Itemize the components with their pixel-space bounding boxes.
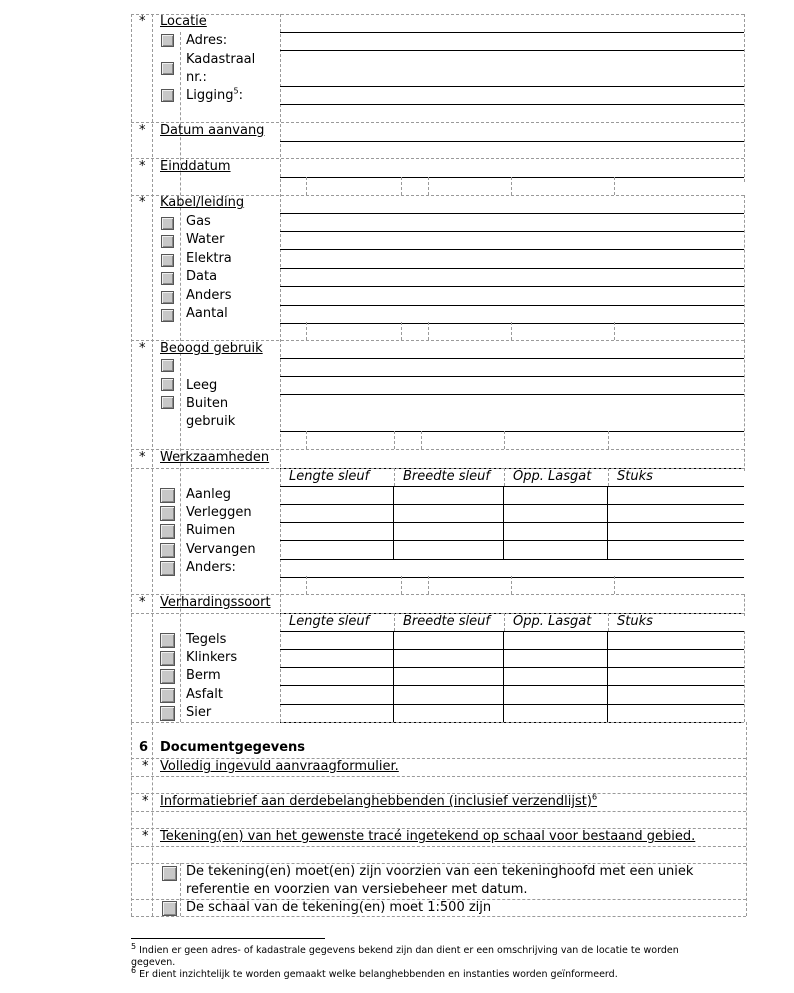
verharding-checkbox-2[interactable] bbox=[160, 669, 175, 684]
grid-col-field bbox=[280, 14, 281, 722]
verharding-checkbox-3[interactable] bbox=[160, 688, 175, 703]
doc-requirement-text-0: Volledig ingevuld aanvraagformulier. bbox=[160, 759, 399, 774]
einddatum-required-marker: * bbox=[139, 159, 146, 174]
grid-split bbox=[306, 576, 307, 594]
grid-col bbox=[608, 613, 609, 631]
datum-aanvang-field[interactable] bbox=[280, 141, 744, 142]
grid-col-checkbox bbox=[180, 863, 181, 916]
kabel-checkbox-3[interactable] bbox=[161, 272, 174, 285]
werkzaamheden-col-1: Breedte sleuf bbox=[403, 469, 490, 484]
footnote-6 bbox=[131, 965, 691, 981]
werkzaamheden-checkbox-4[interactable] bbox=[160, 561, 175, 576]
gebruik-field-2[interactable] bbox=[280, 431, 744, 432]
adres-field[interactable] bbox=[280, 50, 744, 51]
grid-line bbox=[131, 846, 746, 847]
grid-right bbox=[744, 14, 745, 182]
grid-right bbox=[744, 631, 745, 722]
verharding-cell-2-1[interactable] bbox=[394, 667, 504, 685]
kabel-field-1[interactable] bbox=[280, 249, 744, 250]
werkzaamheden-cell-2-3[interactable] bbox=[608, 522, 744, 540]
werkzaamheden-cell-1-3[interactable] bbox=[608, 504, 744, 522]
grid-split bbox=[614, 576, 615, 594]
grid-split bbox=[421, 431, 422, 449]
kabel-item-label-3: Data bbox=[186, 269, 218, 285]
doc-requirement-1 bbox=[160, 794, 597, 810]
grid-split bbox=[504, 431, 505, 449]
verharding-col-0: Lengte sleuf bbox=[289, 614, 370, 629]
footnote-text-5: Indien er geen adres- of kadastrale gegevens bekend zijn dan dient er een omschrijving van de locatie te worden gegeven. bbox=[131, 945, 679, 968]
werkzaamheden-item-label-2: Ruimen bbox=[186, 523, 236, 539]
verharding-cell-1-0[interactable] bbox=[280, 649, 394, 667]
gebruik-checkbox-2[interactable] bbox=[161, 396, 174, 409]
footnote-5 bbox=[131, 941, 691, 969]
verharding-cell-0-1[interactable] bbox=[394, 631, 504, 649]
werkzaamheden-item-label-3: Vervangen bbox=[186, 541, 256, 557]
werkzaamheden-item-label-4: Anders: bbox=[186, 559, 236, 575]
gebruik-item-label-1: Leeg bbox=[186, 378, 218, 393]
kabel-checkbox-4[interactable] bbox=[161, 291, 174, 304]
grid-split bbox=[401, 322, 402, 340]
werkzaamheden-row-line-3[interactable] bbox=[280, 559, 744, 560]
verharding-title: Verhardingssoort bbox=[160, 595, 271, 610]
verharding-item-label-0: Tegels bbox=[186, 632, 227, 647]
grid-split bbox=[394, 431, 395, 449]
kadastraal-checkbox[interactable] bbox=[161, 62, 174, 75]
kabel-item-label-2: Elektra bbox=[186, 250, 232, 266]
footnote-ref-5: 5 bbox=[233, 86, 239, 96]
verharding-checkbox-4[interactable] bbox=[160, 706, 175, 721]
grid-line bbox=[131, 776, 746, 777]
grid-right bbox=[744, 594, 745, 616]
grid-split bbox=[401, 576, 402, 594]
drawing-scale-text: De schaal van de tekening(en) moet 1:500 zijn bbox=[186, 900, 492, 915]
grid-split bbox=[401, 177, 402, 195]
verharding-cell-4-1[interactable] bbox=[394, 704, 504, 722]
verharding-checkbox-0[interactable] bbox=[160, 633, 175, 648]
kabel-field-2[interactable] bbox=[280, 268, 744, 269]
werkzaamheden-cell-1-2[interactable] bbox=[504, 504, 608, 522]
ligging-label bbox=[186, 88, 243, 104]
werkzaamheden-col-2: Opp. Lasgat bbox=[513, 469, 592, 484]
section-6-number: 6 bbox=[139, 740, 149, 755]
verharding-cell-1-3[interactable] bbox=[608, 649, 744, 667]
einddatum-title: Einddatum bbox=[160, 159, 231, 174]
werkzaamheden-title: Werkzaamheden bbox=[160, 450, 270, 465]
grid-split bbox=[608, 431, 609, 449]
werkzaamheden-checkbox-2[interactable] bbox=[160, 524, 175, 539]
kabel-item-label-4: Anders bbox=[186, 287, 232, 303]
grid-right bbox=[744, 449, 745, 471]
doc-required-marker-1: * bbox=[142, 794, 149, 809]
grid-col bbox=[394, 468, 395, 486]
footnote-num-5: 5 bbox=[131, 941, 137, 951]
werkzaamheden-cell-2-0[interactable] bbox=[280, 522, 394, 540]
gebruik-checkbox-1[interactable] bbox=[161, 378, 174, 391]
verharding-cell-0-3[interactable] bbox=[608, 631, 744, 649]
grid-line bbox=[131, 811, 746, 812]
kabel-checkbox-2[interactable] bbox=[161, 254, 174, 267]
gebruik-field-0[interactable] bbox=[280, 376, 744, 377]
grid-split bbox=[511, 322, 512, 340]
werkzaamheden-cell-3-2[interactable] bbox=[504, 541, 608, 559]
grid-split bbox=[511, 177, 512, 195]
werkzaamheden-col-3: Stuks bbox=[617, 469, 653, 484]
gebruik-field-1[interactable] bbox=[280, 394, 744, 395]
verharding-item-label-1: Klinkers bbox=[186, 650, 238, 666]
kabel-checkbox-0[interactable] bbox=[161, 217, 174, 230]
grid-split bbox=[428, 322, 429, 340]
grid-col bbox=[504, 613, 505, 631]
kabel-checkbox-1[interactable] bbox=[161, 235, 174, 248]
locatie-field-top[interactable] bbox=[280, 32, 744, 33]
werkzaamheden-checkbox-1[interactable] bbox=[160, 506, 175, 521]
grid-right bbox=[744, 340, 745, 446]
grid-col-marker bbox=[152, 14, 153, 722]
kabel-field-top[interactable] bbox=[280, 213, 744, 214]
kabel-checkbox-5[interactable] bbox=[161, 309, 174, 322]
kabel-field-3[interactable] bbox=[280, 286, 744, 287]
doc-required-marker-2: * bbox=[142, 829, 149, 844]
verharding-cell-3-0[interactable] bbox=[280, 686, 394, 704]
grid-split bbox=[306, 431, 307, 449]
verharding-cell-4-2[interactable] bbox=[504, 704, 608, 722]
gebruik-required-marker: * bbox=[139, 341, 146, 356]
werkzaamheden-col-0: Lengte sleuf bbox=[289, 469, 370, 484]
werkzaamheden-cell-0-3[interactable] bbox=[608, 486, 744, 504]
datum_aanvang-required-marker: * bbox=[139, 123, 146, 138]
werkzaamheden-cell-2-2[interactable] bbox=[504, 522, 608, 540]
drawing-header-line-1: De tekening(en) moet(en) zijn voorzien van een tekeninghoofd met een uniek bbox=[186, 864, 694, 879]
werkzaamheden-cell-0-1[interactable] bbox=[394, 486, 504, 504]
werkzaamheden-cell-3-3[interactable] bbox=[608, 541, 744, 559]
gebruik-title: Beoogd gebruik bbox=[160, 341, 263, 356]
adres-label: Adres: bbox=[186, 33, 228, 48]
verharding-col-2: Opp. Lasgat bbox=[513, 614, 592, 629]
verharding-col-1: Breedte sleuf bbox=[403, 614, 490, 629]
kabel-item-label-5: Aantal bbox=[186, 306, 228, 321]
adres-checkbox[interactable] bbox=[161, 34, 174, 47]
footnote-text-6: Er dient inzichtelijk te worden gemaakt welke belanghebbenden en instanties worden geïnformeerd. bbox=[136, 969, 618, 980]
gebruik-buiten-line-2: gebruik bbox=[186, 414, 236, 429]
werkzaamheden-item-label-1: Verleggen bbox=[186, 505, 252, 521]
verharding-cell-4-0[interactable] bbox=[280, 704, 394, 722]
ligging-checkbox[interactable] bbox=[161, 89, 174, 102]
doc-requirement-text-1: Informatiebrief aan derdebelanghebbenden (inclusief verzendlijst) bbox=[160, 794, 592, 809]
grid-line bbox=[131, 722, 744, 723]
grid-right bbox=[746, 722, 747, 916]
footnote-separator bbox=[131, 938, 325, 939]
verharding-cell-4-3[interactable] bbox=[608, 704, 744, 722]
kabel-field-5[interactable] bbox=[280, 323, 744, 324]
grid-left bbox=[131, 14, 132, 722]
kabel-item-label-1: Water bbox=[186, 232, 225, 248]
gebruik-checkbox-0[interactable] bbox=[161, 359, 174, 372]
locatie-required-marker: * bbox=[139, 14, 146, 29]
werkzaamheden-item-label-0: Aanleg bbox=[186, 487, 231, 502]
werkzaamheden-cell-3-1[interactable] bbox=[394, 541, 504, 559]
grid-split bbox=[614, 177, 615, 195]
werkzaamheden-required-marker: * bbox=[139, 450, 146, 465]
werkzaamheden-cell-0-0[interactable] bbox=[280, 486, 394, 504]
section-6-title: Documentgegevens bbox=[160, 740, 306, 755]
grid-split bbox=[306, 322, 307, 340]
grid-right bbox=[744, 195, 745, 342]
kabel-required-marker: * bbox=[139, 195, 146, 210]
verharding-cell-2-3[interactable] bbox=[608, 667, 744, 685]
einddatum-field[interactable] bbox=[280, 177, 744, 178]
footnote-num-6: 6 bbox=[131, 965, 137, 975]
grid-col bbox=[504, 468, 505, 486]
grid-left bbox=[131, 722, 132, 916]
werkzaamheden-cell-2-1[interactable] bbox=[394, 522, 504, 540]
footnote-ref-6: 6 bbox=[591, 792, 598, 802]
kabel-item-label-0: Gas bbox=[186, 214, 211, 229]
verharding-item-label-2: Berm bbox=[186, 668, 221, 684]
ligging-text: Ligging bbox=[186, 88, 234, 103]
grid-col bbox=[608, 468, 609, 486]
grid-split bbox=[614, 322, 615, 340]
ligging-field[interactable] bbox=[280, 104, 744, 105]
ligging-colon: : bbox=[238, 88, 243, 103]
locatie-title: Locatie bbox=[160, 14, 207, 29]
verharding-cell-1-1[interactable] bbox=[394, 649, 504, 667]
grid-split bbox=[428, 177, 429, 195]
drawing-header-checkbox[interactable] bbox=[162, 866, 177, 881]
kabel-title: Kabel/leiding bbox=[160, 195, 245, 210]
verharding-required-marker: * bbox=[139, 595, 146, 610]
drawing-header-line-2: referentie en voorzien van versiebeheer met datum. bbox=[186, 882, 528, 897]
grid-split bbox=[511, 576, 512, 594]
verharding-cell-0-2[interactable] bbox=[504, 631, 608, 649]
grid-col bbox=[394, 613, 395, 631]
gebruik-field-top[interactable] bbox=[280, 358, 744, 359]
verharding-cell-2-0[interactable] bbox=[280, 667, 394, 685]
kabel-field-4[interactable] bbox=[280, 305, 744, 306]
grid-split bbox=[306, 177, 307, 195]
grid-top bbox=[131, 14, 744, 15]
verharding-cell-0-0[interactable] bbox=[280, 631, 394, 649]
werkzaamheden-cell-1-0[interactable] bbox=[280, 504, 394, 522]
werkzaamheden-checkbox-0[interactable] bbox=[160, 488, 175, 503]
verharding-item-label-4: Sier bbox=[186, 704, 212, 720]
werkzaamheden-row-line-4[interactable] bbox=[280, 577, 744, 578]
kadastraal-label-1: Kadastraal bbox=[186, 52, 256, 67]
drawing-scale-checkbox[interactable] bbox=[162, 901, 177, 916]
doc-requirement-0 bbox=[160, 759, 399, 775]
grid-col-marker bbox=[152, 722, 153, 916]
werkzaamheden-checkbox-3[interactable] bbox=[160, 543, 175, 558]
verharding-col-3: Stuks bbox=[617, 614, 653, 629]
verharding-item-label-3: Asfalt bbox=[186, 686, 223, 702]
verharding-cell-2-2[interactable] bbox=[504, 667, 608, 685]
verharding-cell-3-2[interactable] bbox=[504, 686, 608, 704]
kabel-field-0[interactable] bbox=[280, 231, 744, 232]
doc-required-marker-0: * bbox=[142, 759, 149, 774]
grid-line bbox=[131, 916, 746, 917]
werkzaamheden-cell-0-2[interactable] bbox=[504, 486, 608, 504]
gebruik-buiten-line-1: Buiten bbox=[186, 396, 229, 411]
datum_aanvang-title: Datum aanvang bbox=[160, 123, 265, 138]
doc-requirement-text-2: Tekening(en) van het gewenste tracé ingetekend op schaal voor bestaand gebied. bbox=[160, 829, 696, 844]
verharding-cell-3-3[interactable] bbox=[608, 686, 744, 704]
verharding-cell-3-1[interactable] bbox=[394, 686, 504, 704]
kadastraal-label-2: nr.: bbox=[186, 70, 207, 85]
doc-requirement-2 bbox=[160, 829, 695, 845]
werkzaamheden-cell-3-0[interactable] bbox=[280, 541, 394, 559]
verharding-cell-1-2[interactable] bbox=[504, 649, 608, 667]
grid-split bbox=[428, 576, 429, 594]
verharding-checkbox-1[interactable] bbox=[160, 651, 175, 666]
werkzaamheden-cell-1-1[interactable] bbox=[394, 504, 504, 522]
kadastraal-field[interactable] bbox=[280, 86, 744, 87]
